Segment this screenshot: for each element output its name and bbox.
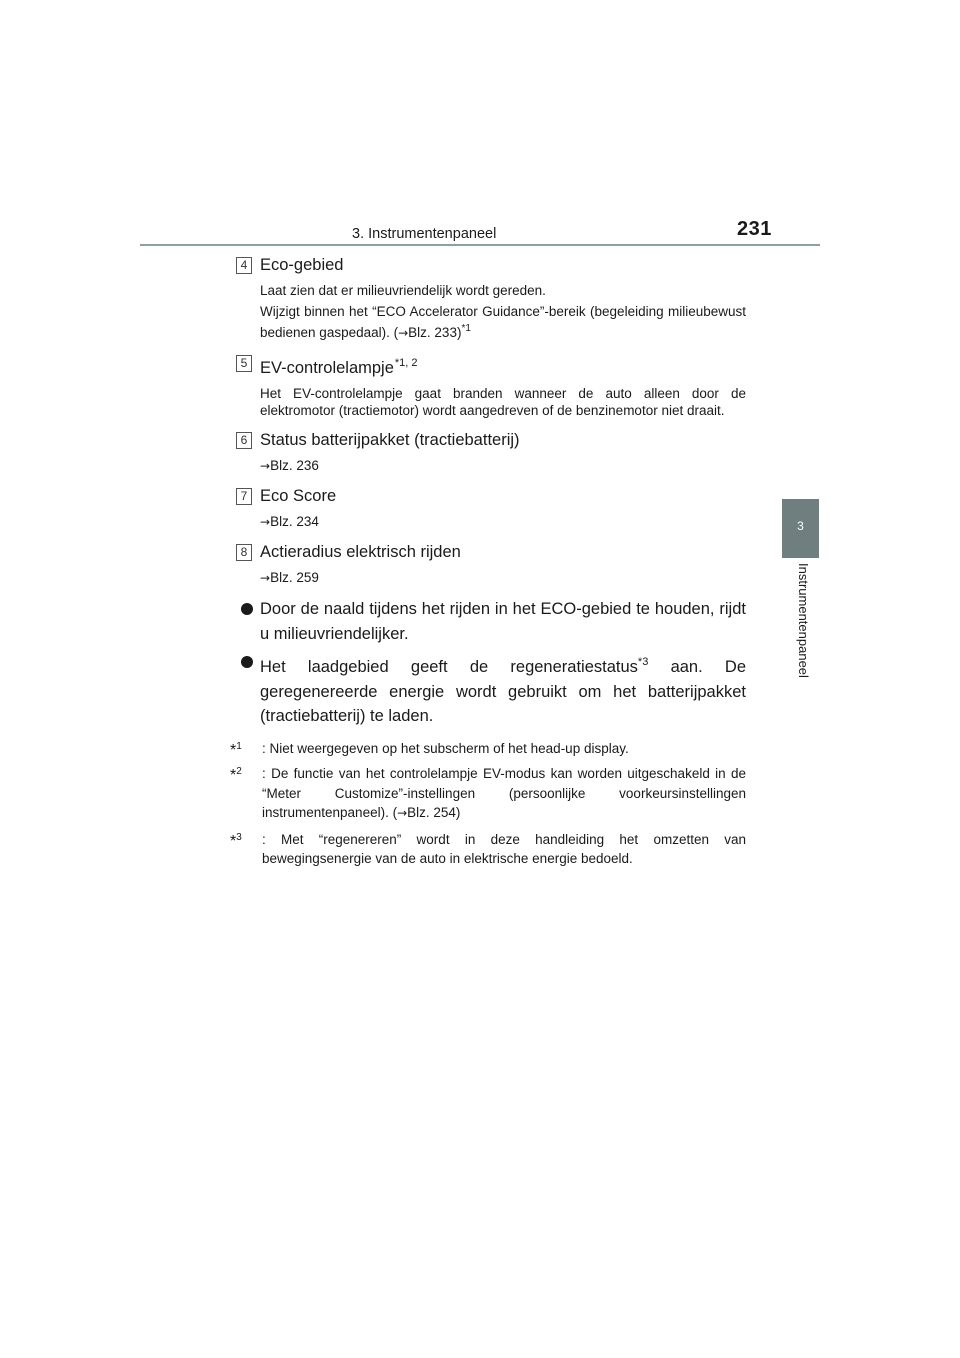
item-number-badge: 6	[236, 432, 252, 449]
item-description	[260, 385, 746, 419]
item-number-badge: 7	[236, 488, 252, 505]
chapter-tab[interactable]	[782, 499, 819, 558]
arrow-right-icon: →	[260, 459, 271, 473]
item-title: Actieradius elektrisch rijden	[260, 543, 461, 561]
footnotes	[230, 739, 746, 869]
list-item	[236, 352, 746, 419]
page-number: 231	[737, 218, 772, 240]
bullet-icon	[241, 656, 253, 668]
footnote-marker: *1, 2	[394, 357, 418, 369]
item-number-badge: 8	[236, 544, 252, 561]
arrow-right-icon: →	[260, 571, 271, 585]
page-reference[interactable]: Blz. 236	[270, 458, 319, 473]
footnote: *$^3$ : Met “regenereren” wordt in deze handleiding het omzetten van bewegingsenergie van de auto in elektrische energie bedoeld.	[236, 830, 746, 869]
item-number-badge: 4	[236, 257, 252, 274]
chapter-tab-number: 3	[797, 519, 804, 533]
footnote-marker: *$^3$	[230, 831, 242, 850]
footnote-marker: *3	[637, 656, 649, 668]
list-item	[236, 485, 746, 531]
header-divider	[140, 244, 820, 246]
bullet-icon	[241, 603, 253, 615]
item-description	[260, 282, 746, 342]
item-description-line: Laat zien dat er milieuvriendelijk wordt gereden.	[260, 283, 546, 298]
page-content	[230, 254, 747, 875]
item-reference	[260, 513, 746, 531]
list-item	[236, 254, 746, 342]
arrow-right-icon: →	[398, 326, 409, 340]
chapter-title: 3. Instrumentenpaneel	[352, 226, 497, 242]
bullet-item: Het laadgebied geeft de regeneratiestatus$^{*3}$ aan. De geregenereerde energie wordt gebruikt om het batterijpakket (tractiebatterij) te laden.	[236, 650, 746, 729]
item-title: EV-controlelampje$^{*1, 2}$	[260, 357, 418, 377]
page-reference[interactable]: Blz. 234	[270, 514, 319, 529]
list-item	[236, 541, 746, 587]
item-title: Status batterijpakket (tractiebatterij)	[260, 431, 520, 449]
footnote: *$^1$ : Niet weergegeven op het subscherm of het head-up display.	[236, 739, 746, 759]
footnote-marker: *$^2$	[230, 766, 242, 784]
footnote-marker: *1	[461, 323, 471, 334]
item-reference	[260, 569, 746, 587]
page-reference[interactable]: Blz. 254)	[407, 805, 461, 820]
chapter-side-label: Instrumentenpaneel	[796, 563, 811, 678]
page-reference[interactable]: Blz. 233)	[408, 325, 462, 340]
arrow-right-icon: →	[397, 806, 408, 820]
item-title: Eco-gebied	[260, 256, 344, 274]
footnote-marker: *$^1$	[230, 740, 242, 759]
item-title: Eco Score	[260, 487, 337, 505]
item-reference	[260, 457, 746, 475]
item-number-badge: 5	[236, 355, 252, 372]
item-description-line: Wijzigt binnen het “ECO Accelerator Guidance”-bereik (begeleiding milieubewust bedienen gaspedaal). (→Blz. 233)$^{*1}$	[260, 304, 746, 340]
page-reference[interactable]: Blz. 259	[270, 570, 319, 585]
footnote: *$^2$ : De functie van het controlelampje EV-modus kan worden uitgeschakeld in de “Meter Customize”-instellingen (persoonlijke voorkeursinstellingen instrumentenpaneel). (→Blz. 254)	[236, 764, 746, 824]
bullet-list	[236, 597, 746, 729]
item-description-line: Het EV-controlelampje gaat branden wanneer de auto alleen door de elektromotor (tractiemotor) wordt aangedreven of de benzinemotor niet draait.	[260, 386, 746, 418]
bullet-item: Door de naald tijdens het rijden in het ECO-gebied te houden, rijdt u milieuvriendelijker.	[236, 597, 746, 646]
arrow-right-icon: →	[260, 515, 271, 529]
list-item	[236, 429, 746, 475]
page-header	[140, 0, 820, 246]
